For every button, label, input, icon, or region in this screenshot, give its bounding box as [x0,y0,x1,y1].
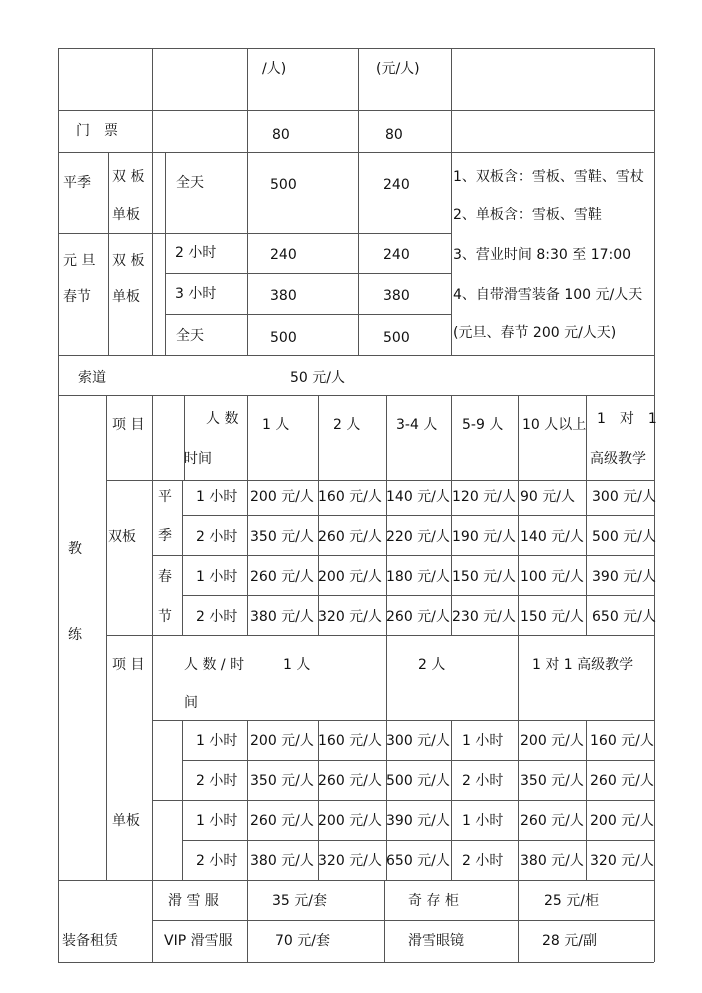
single-board-label-a: 单板 [112,207,140,223]
double-row-time: 2 小时 [196,609,238,625]
grid-line-horizontal [58,355,654,356]
grid-line-horizontal [106,480,654,481]
double-time-label: 时间 [184,451,212,467]
grid-line-vertical [247,48,248,355]
single-row-time: 1 小时 [196,733,238,749]
double-price-cell: 200 元/人 [250,489,314,505]
grid-line-vertical [518,635,519,720]
double-board-label: 双板 [108,529,136,545]
single-row-time: 2 小时 [196,853,238,869]
grid-line-vertical [247,880,248,962]
season-holiday-label-2: 春节 [63,289,91,305]
double-board-label-b: 双 板 [112,253,145,269]
single-price-cell: 260 元/人 [520,813,584,829]
allday-a-price-2: 240 [383,177,410,193]
double-col-header: 2 人 [333,417,361,433]
coach-label-top: 教 [68,541,82,557]
grid-line-horizontal [152,920,654,921]
allday-label-b: 全天 [176,328,204,344]
single-item-label: 项 目 [112,657,145,673]
single-row-time: 2 小时 [196,773,238,789]
double-col-header: 10 人以上 [522,417,587,433]
grid-line-horizontal [152,800,654,801]
double-season1-b: 季 [158,528,172,544]
coach-label-bottom: 练 [68,627,82,643]
grid-line-vertical [108,152,109,355]
rental-item-name: VIP 滑雪服 [164,933,233,949]
grid-line-vertical [386,635,387,720]
double-price-cell: 100 元/人 [520,569,584,585]
double-price-cell: 380 元/人 [250,609,314,625]
single-price-cell: 200 元/人 [318,813,382,829]
three-hours-price-2: 380 [383,288,410,304]
grid-line-vertical [152,48,153,355]
grid-line-vertical [451,48,452,355]
grid-line-horizontal [152,555,654,556]
grid-line-horizontal [182,515,654,516]
grid-line-horizontal [58,110,654,111]
single-price-cell: 380 元/人 [520,853,584,869]
grid-line-horizontal [58,152,654,153]
grid-line-vertical [152,395,153,720]
single-people-time-2: 间 [184,695,198,711]
single-col1-header: 1 人 [283,657,311,673]
grid-line-vertical [182,480,183,635]
allday-a-price-1: 500 [270,177,297,193]
allday-label-a: 全天 [176,175,204,191]
double-row-time: 1 小时 [196,569,238,585]
double-price-cell: 140 元/人 [520,529,584,545]
double-item-label: 项 目 [112,417,145,433]
season-holiday-label-1: 元 旦 [63,253,96,269]
double-price-cell: 320 元/人 [318,609,382,625]
double-price-cell: 120 元/人 [452,489,516,505]
single-price-cell: 350 元/人 [250,773,314,789]
double-price-cell: 500 元/人 [592,529,656,545]
rental-label: 装备租赁 [62,933,118,949]
single-price-cell: 260 元/人 [590,773,654,789]
rental-item-name: 滑雪眼镜 [408,933,464,949]
single-price-cell: 200 元/人 [520,733,584,749]
single-price-cell: 160 元/人 [318,733,382,749]
grid-line-horizontal [58,962,654,963]
grid-line-horizontal [58,48,654,49]
double-price-cell: 200 元/人 [318,569,382,585]
note-line: (元旦、春节 200 元/人天) [453,325,617,341]
single-price-cell: 160 元/人 [590,733,654,749]
double-price-cell: 260 元/人 [250,569,314,585]
grid-line-horizontal [58,395,654,396]
single-price-cell: 380 元/人 [250,853,314,869]
note-line: 1、双板含：雪板、雪鞋、雪杖 [453,169,644,185]
grid-line-vertical [58,48,59,962]
single-price-cell: 2 小时 [462,773,504,789]
double-price-cell: 260 元/人 [318,529,382,545]
single-col3-header: 1 对 1 高级教学 [532,657,634,673]
double-price-cell: 220 元/人 [386,529,450,545]
double-price-cell: 150 元/人 [520,609,584,625]
double-price-cell: 260 元/人 [386,609,450,625]
rental-item-name: 奇 存 柜 [408,893,459,909]
double-price-cell: 90 元/人 [520,489,575,505]
single-board-label: 单板 [112,813,140,829]
grid-line-vertical [165,152,166,355]
allday-b-price-1: 500 [270,330,297,346]
double-price-cell: 350 元/人 [250,529,314,545]
double-price-cell: 300 元/人 [592,489,656,505]
grid-line-horizontal [182,840,654,841]
single-price-cell: 300 元/人 [386,733,450,749]
rental-item-price: 28 元/副 [542,933,597,949]
grid-line-horizontal [58,233,451,234]
double-people-label: 人 数 [206,411,239,427]
double-price-cell: 140 元/人 [386,489,450,505]
single-row-time: 1 小时 [196,813,238,829]
double-season2-a: 春 [158,569,172,585]
double-col-header-last-1: 1 对 1 [597,411,657,427]
two-hours-price-1: 240 [270,247,297,263]
grid-line-horizontal [106,635,654,636]
rental-item-name: 滑 雪 服 [168,893,219,909]
single-price-cell: 650 元/人 [386,853,450,869]
double-price-cell: 180 元/人 [386,569,450,585]
grid-line-horizontal [58,880,654,881]
double-season1-a: 平 [158,489,172,505]
grid-line-horizontal [182,595,654,596]
single-price-cell: 350 元/人 [520,773,584,789]
ticket-price-2: 80 [385,127,403,143]
rental-item-price: 25 元/柜 [544,893,599,909]
single-col2-header: 2 人 [418,657,446,673]
double-season2-b: 节 [158,609,172,625]
allday-b-price-2: 500 [383,330,410,346]
double-price-cell: 190 元/人 [452,529,516,545]
grid-line-vertical [384,880,385,962]
double-price-cell: 150 元/人 [452,569,516,585]
rental-item-price: 70 元/套 [275,933,330,949]
single-price-cell: 320 元/人 [318,853,382,869]
cableway-label: 索道 [78,370,106,386]
note-line: 4、自带滑雪装备 100 元/人天 [453,287,643,303]
single-price-cell: 260 元/人 [250,813,314,829]
single-price-cell: 1 小时 [462,813,504,829]
single-price-cell: 320 元/人 [590,853,654,869]
grid-line-horizontal [165,314,451,315]
cableway-price: 50 元/人 [290,370,345,386]
double-row-time: 1 小时 [196,489,238,505]
grid-line-vertical [518,880,519,962]
single-board-label-b: 单板 [112,289,140,305]
grid-line-horizontal [152,720,654,721]
double-board-label-a: 双 板 [112,169,145,185]
double-price-cell: 650 元/人 [592,609,656,625]
header-col4-text: (元/人) [376,61,420,77]
note-line: 2、单板含：雪板、雪鞋 [453,207,602,223]
single-price-cell: 2 小时 [462,853,504,869]
double-col-header: 1 人 [262,417,290,433]
ticket-label: 门 票 [76,123,118,139]
single-price-cell: 200 元/人 [590,813,654,829]
two-hours-price-2: 240 [383,247,410,263]
double-price-cell: 160 元/人 [318,489,382,505]
double-col-header: 3-4 人 [396,417,438,433]
two-hours-label: 2 小时 [175,245,217,261]
double-price-cell: 230 元/人 [452,609,516,625]
single-price-cell: 260 元/人 [318,773,382,789]
season-regular-label: 平季 [63,175,91,191]
rental-item-price: 35 元/套 [272,893,327,909]
single-price-cell: 200 元/人 [250,733,314,749]
double-price-cell: 390 元/人 [592,569,656,585]
ticket-price-1: 80 [272,127,290,143]
note-line: 3、营业时间 8:30 至 17:00 [453,247,632,263]
header-col3-text: /人) [262,61,287,77]
single-price-cell: 390 元/人 [386,813,450,829]
three-hours-price-1: 380 [270,288,297,304]
single-price-cell: 500 元/人 [386,773,450,789]
double-col-header: 5-9 人 [462,417,504,433]
grid-line-vertical [358,48,359,355]
single-price-cell: 1 小时 [462,733,504,749]
grid-line-vertical [106,395,107,880]
grid-line-horizontal [182,760,654,761]
double-col-header-last-2: 高级教学 [590,451,646,467]
grid-line-horizontal [165,273,451,274]
single-people-time-1: 人 数 / 时 [184,657,245,673]
double-row-time: 2 小时 [196,529,238,545]
three-hours-label: 3 小时 [175,286,217,302]
